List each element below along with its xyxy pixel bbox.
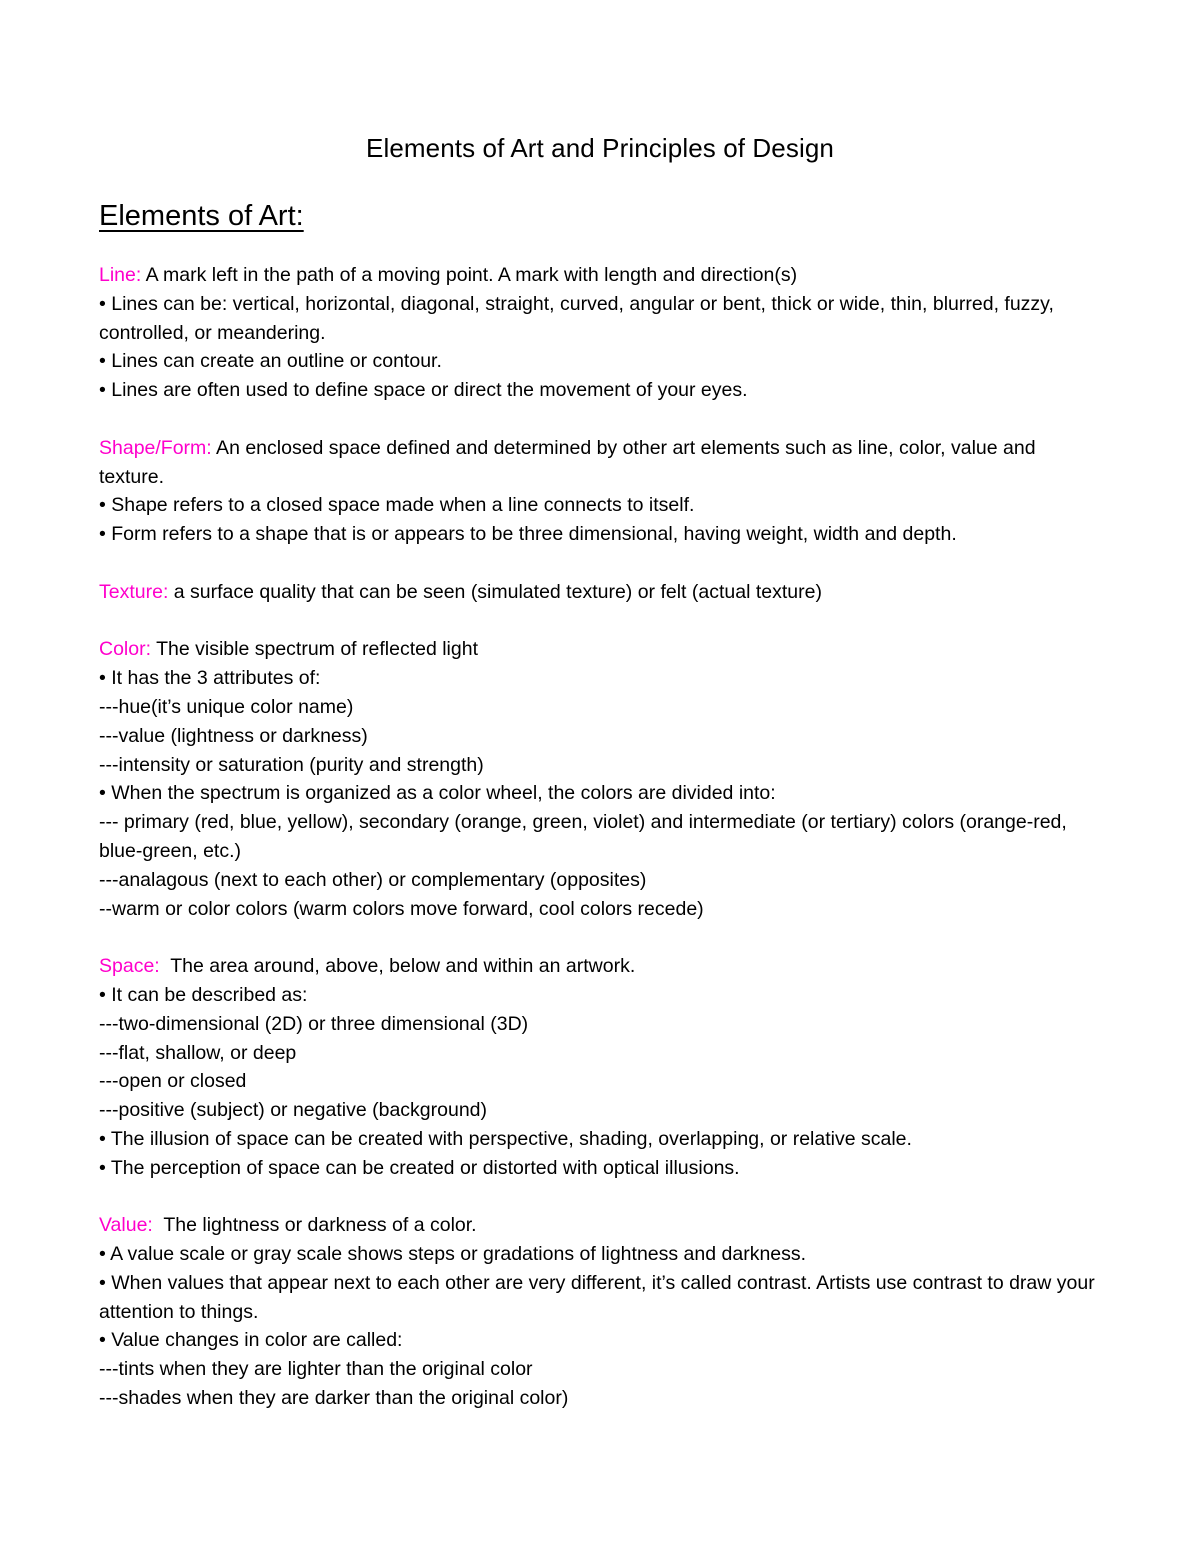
- term-detail-line: ---positive (subject) or negative (background): [99, 1099, 488, 1122]
- term-detail-line: • The perception of space can be created or distorted with optical illusions.: [99, 1156, 740, 1179]
- term-detail-line: • When values that appear next to each other are very different, it’s called contrast. Artists use contrast to draw your attention to things.: [99, 1271, 1101, 1323]
- term-detail-line: ---value (lightness or darkness): [99, 724, 368, 747]
- term-detail-line: • It has the 3 attributes of:: [99, 667, 321, 690]
- term-detail-line: • The illusion of space can be created with perspective, shading, overlapping, or relative scale.: [99, 1127, 912, 1150]
- term-detail-line: --warm or color colors (warm colors move forward, cool colors recede): [99, 897, 704, 920]
- term-shape-form: [99, 434, 1099, 549]
- document-title: Elements of Art and Principles of Design: [366, 133, 834, 163]
- term-definition: An enclosed space defined and determined by other art elements such as line, color, value and texture.: [99, 436, 1041, 488]
- term-label: Value:: [99, 1214, 153, 1237]
- term-heading-line: [99, 1211, 1099, 1240]
- term-heading-line: [99, 434, 1099, 492]
- term-label: Space:: [99, 955, 160, 978]
- term-detail-line: ---tints when they are lighter than the original color: [99, 1358, 533, 1381]
- terms-list: [99, 261, 1099, 1442]
- term-heading-line: [99, 952, 1099, 981]
- term-detail-line: --- primary (red, blue, yellow), secondary (orange, green, violet) and intermediate (or tertiary) colors (orange-red, blue-green, etc.): [99, 811, 1073, 862]
- term-label: Shape/Form:: [99, 436, 212, 459]
- term-definition: The visible spectrum of reflected light: [151, 638, 478, 661]
- term-detail-line: • When the spectrum is organized as a color wheel, the colors are divided into:: [99, 782, 776, 805]
- term-label: Line:: [99, 264, 142, 286]
- term-definition: a surface quality that can be seen (simulated texture) or felt (actual texture): [168, 580, 822, 603]
- term-space: [99, 952, 1099, 1182]
- term-label: Color:: [99, 638, 152, 661]
- term-detail-line: ---shades when they are darker than the original color): [99, 1387, 569, 1410]
- term-detail-line: • Lines can create an outline or contour.: [99, 350, 442, 373]
- term-detail-line: • Form refers to a shape that is or appears to be three dimensional, having weight, width and depth.: [99, 523, 957, 546]
- term-detail-line: • A value scale or gray scale shows steps or gradations of lightness and darkness.: [99, 1243, 807, 1266]
- term-texture: [99, 578, 1099, 607]
- term-value: [99, 1211, 1099, 1413]
- term-detail-line: ---flat, shallow, or deep: [99, 1041, 297, 1064]
- term-detail-line: • It can be described as:: [99, 983, 308, 1006]
- term-detail-line: ---intensity or saturation (purity and strength): [99, 753, 484, 776]
- term-detail-line: • Value changes in color are called:: [99, 1329, 403, 1352]
- term-detail-line: ---hue(it’s unique color name): [99, 695, 354, 718]
- section-heading-elements-of-art: Elements of Art:: [99, 200, 304, 232]
- term-color: [99, 635, 1099, 923]
- term-label: Texture:: [99, 580, 169, 603]
- term-detail-line: ---two-dimensional (2D) or three dimensional (3D): [99, 1012, 529, 1035]
- term-definition: The lightness or darkness of a color.: [152, 1214, 477, 1237]
- term-detail-line: • Shape refers to a closed space made when a line connects to itself.: [99, 494, 695, 517]
- term-detail-line: • Lines are often used to define space or direct the movement of your eyes.: [99, 379, 748, 402]
- term-detail-line: • Lines can be: vertical, horizontal, diagonal, straight, curved, angular or bent, thick or wide, thin, blurred, fuzzy, controlled, or meandering.: [99, 292, 1060, 344]
- term-heading-line: [99, 261, 1099, 290]
- term-detail-line: ---analagous (next to each other) or complementary (opposites): [99, 868, 647, 891]
- term-definition: The area around, above, below and within an artwork.: [159, 955, 636, 978]
- term-heading-line: [99, 578, 1099, 607]
- term-line: [99, 261, 1099, 405]
- term-heading-line: [99, 635, 1099, 664]
- term-detail-line: ---open or closed: [99, 1070, 247, 1093]
- term-definition: A mark left in the path of a moving point. A mark with length and direction(s): [141, 264, 798, 286]
